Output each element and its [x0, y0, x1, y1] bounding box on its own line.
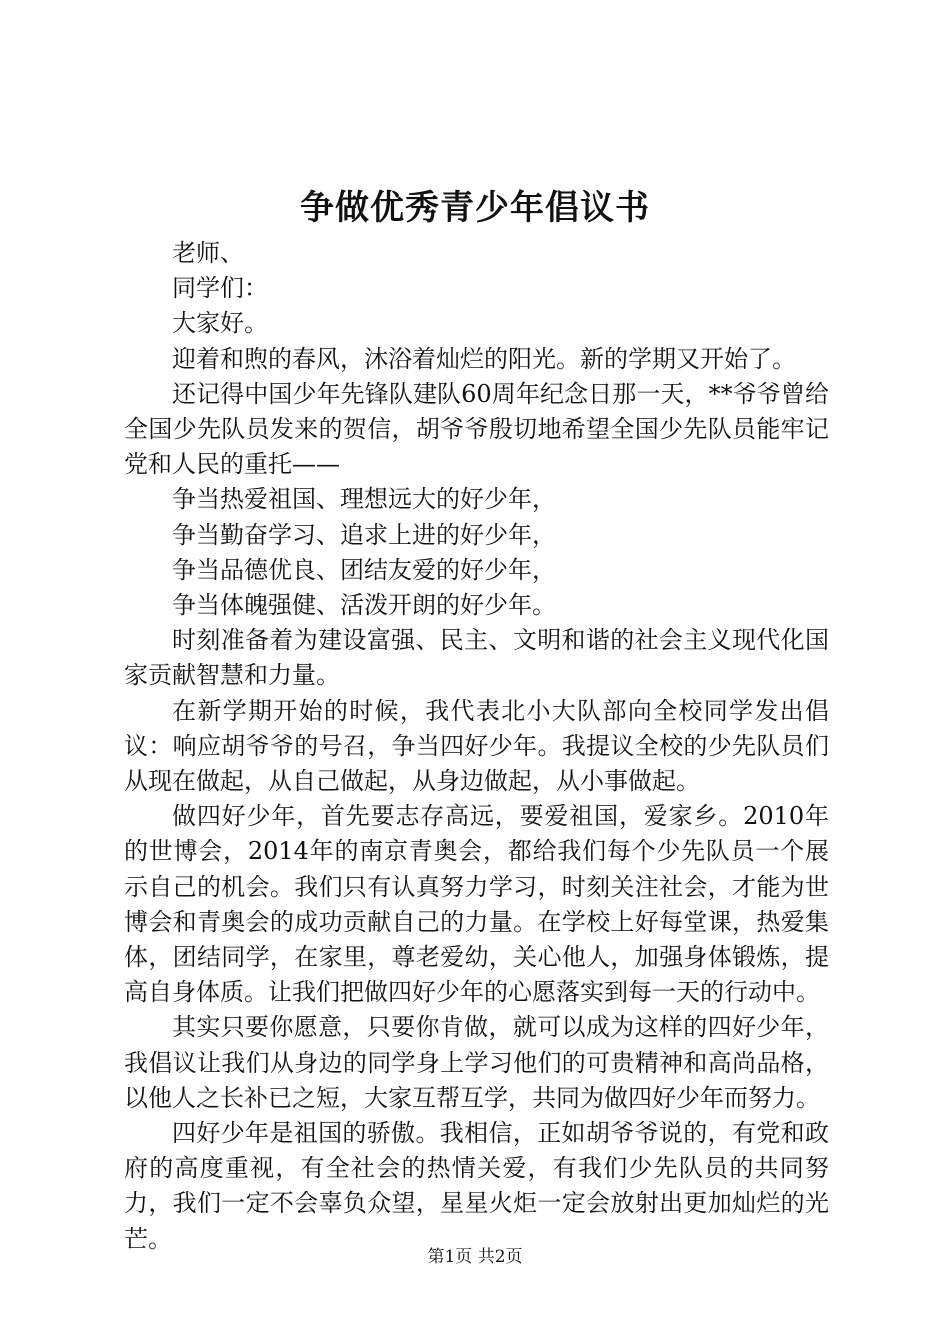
slogan-line: 争当体魄强健、活泼开朗的好少年。	[172, 591, 556, 620]
document-body	[124, 236, 829, 1257]
paragraph: 其实只要你愿意，只要你肯做，就可以成为这样的四好少年，我倡议让我们从身边的同学身上学习他们的可贵精神和高尚品格，以他人之长补已之短，大家互帮互学，共同为做四好少年而努力。	[124, 1013, 829, 1112]
slogan-line: 争当勤奋学习、追求上进的好少年，	[172, 520, 556, 549]
salutation-students: 同学们：	[172, 274, 268, 303]
paragraph: 还记得中国少年先锋队建队60周年纪念日那一天，**爷爷曾给全国少先队员发来的贺信，胡爷爷殷切地希望全国少先队员能牢记党和人民的重托——	[124, 379, 829, 479]
salutation-teachers: 老师、	[172, 239, 244, 267]
greeting: 大家好。	[172, 309, 268, 338]
paragraph: 迎着和煦的春风，沐浴着灿烂的阳光。新的学期又开始了。	[172, 344, 796, 373]
paragraph: 做四好少年，首先要志存高远，要爱祖国，爱家乡。2010年的世博会，2014年的南京青奥会，都给我们每个少先队员一个展示自己的机会。我们只有认真努力学习，时刻关注社会，才能为世博会和青奥会的成功贡献自己的力量。在学校上好每堂课，热爱集体，团结同学，在家里，尊老爱幼，关心他人，加强身体锻炼，提高自身体质。让我们把做四好少年的心愿落实到每一天的行动中。	[124, 802, 829, 1007]
slogan-line: 争当品德优良、团结友爱的好少年，	[172, 555, 556, 584]
page-number-footer: 第1页 共2页	[427, 1247, 523, 1267]
paragraph: 在新学期开始的时候，我代表北小大队部向全校同学发出倡议：响应胡爷爷的号召，争当四好少年。我提议全校的少先队员们从现在做起，从自己做起，从身边做起，从小事做起。	[124, 696, 829, 796]
document-title: 争做优秀青少年倡议书	[300, 188, 650, 228]
slogan-line: 争当热爱祖国、理想远大的好少年，	[172, 485, 556, 514]
paragraph: 四好少年是祖国的骄傲。我相信，正如胡爷爷说的，有党和政府的高度重视，有全社会的热情关爱，有我们少先队员的共同努力，我们一定不会辜负众望，星星火炬一定会放射出更加灿烂的光芒。	[124, 1119, 829, 1253]
paragraph: 时刻准备着为建设富强、民主、文明和谐的社会主义现代化国家贡献智慧和力量。	[124, 626, 829, 690]
